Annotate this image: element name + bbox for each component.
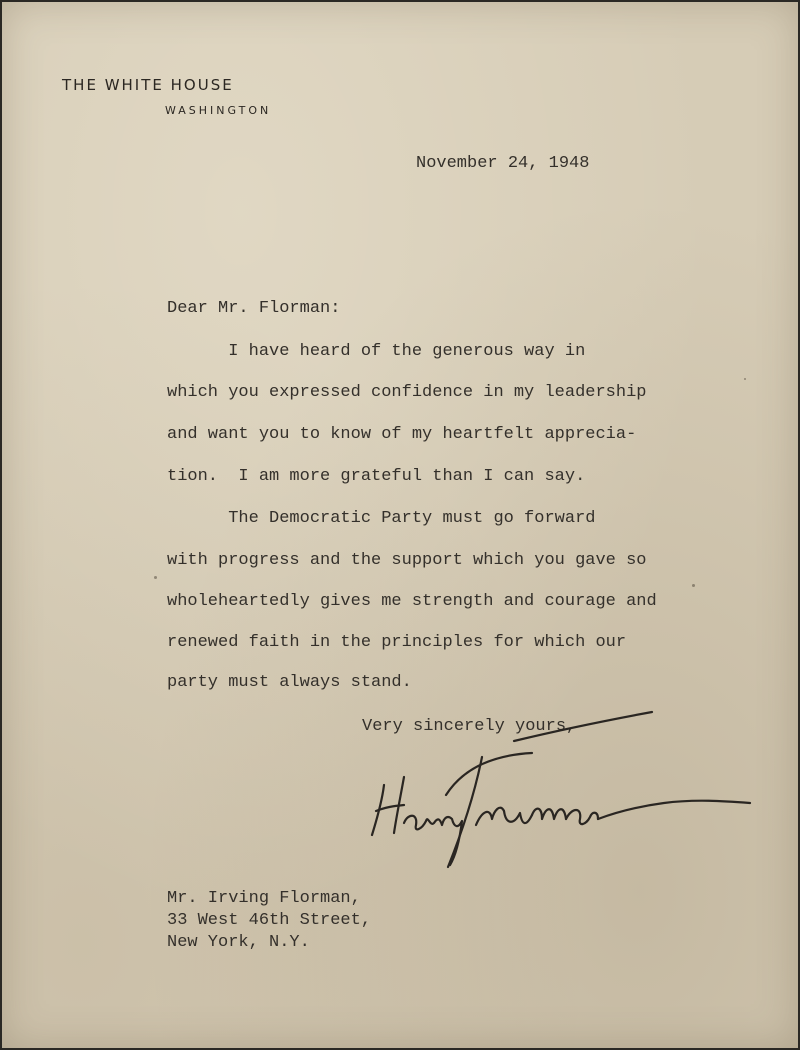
address-line: New York, N.Y. <box>167 933 310 952</box>
address-line: 33 West 46th Street, <box>167 911 372 930</box>
letter-page <box>2 2 798 1048</box>
body-line: renewed faith in the principles for which our <box>167 633 627 652</box>
paper-fleck <box>744 378 746 380</box>
address-line: Mr. Irving Florman, <box>167 889 361 908</box>
body-line: The Democratic Party must go forward <box>167 509 596 528</box>
body-line: with progress and the support which you gave so <box>167 551 647 570</box>
body-line: and want you to know of my heartfelt apprecia- <box>167 425 637 444</box>
body-line: which you expressed confidence in my leadership <box>167 383 647 402</box>
letterhead-title: THE WHITE HOUSE <box>62 76 234 94</box>
closing: Very sincerely yours, <box>362 717 577 736</box>
paper-fleck <box>692 584 695 587</box>
body-line: party must always stand. <box>167 673 412 692</box>
signature <box>364 707 764 877</box>
paper-fleck <box>154 576 157 579</box>
body-line: I have heard of the generous way in <box>167 342 586 361</box>
body-line: tion. I am more grateful than I can say. <box>167 467 586 486</box>
salutation: Dear Mr. Florman: <box>167 299 341 318</box>
body-line: wholeheartedly gives me strength and courage and <box>167 592 657 611</box>
letter-date: November 24, 1948 <box>416 154 590 173</box>
letterhead-city: WASHINGTON <box>165 104 272 117</box>
